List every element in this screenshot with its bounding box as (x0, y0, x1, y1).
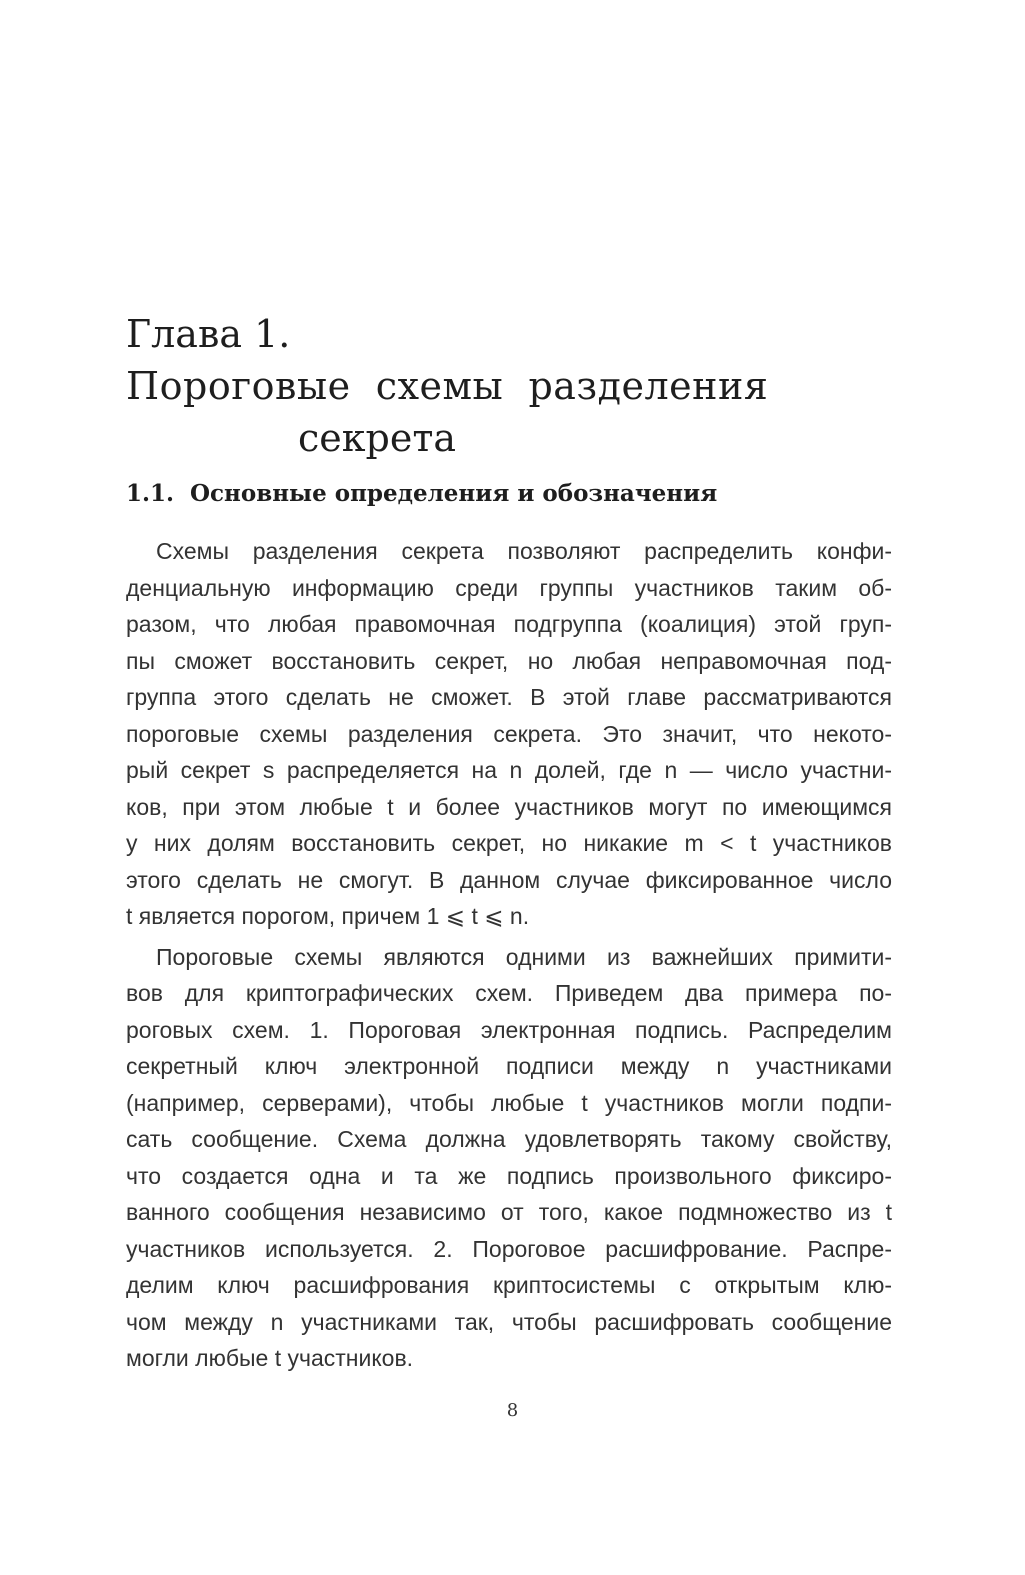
text-line: группа этого сделать не сможет. В этой главе рассматриваются (126, 684, 892, 710)
text-line: ванного сообщения независимо от того, какое подмножество из t (126, 1199, 892, 1225)
paragraph (126, 939, 892, 1377)
section-title: Основные определения и обозначения (190, 480, 718, 507)
text-line: секретный ключ электронной подписи между n участниками (126, 1053, 892, 1079)
text-line: роговых схем. 1. Пороговая электронная подпись. Распределим (126, 1016, 892, 1043)
page-number: 8 (506, 1400, 519, 1421)
paragraph (126, 533, 892, 935)
text-line: ков, при этом любые t и более участников могут по имеющимся (126, 793, 892, 820)
text-line: рый секрет s распределяется на n долей, где n — число участни- (126, 757, 892, 783)
text-line: делим ключ расшифрования криптосистемы с открытым клю- (126, 1272, 892, 1298)
text-line: чом между n участниками так, чтобы расшифровать сообщение (126, 1308, 892, 1335)
text-line: могли любые t участников. (126, 1345, 414, 1371)
chapter-heading (126, 308, 901, 464)
text-line: пороговые схемы разделения секрета. Это значит, что некото- (126, 720, 892, 747)
text-line: Схемы разделения секрета позволяют распределить конфи- (156, 538, 892, 564)
section-heading (126, 478, 717, 510)
text-line: t является порогом, причем 1 ⩽ t ⩽ n. (126, 903, 530, 929)
text-line: Пороговые схемы являются одними из важнейших примити- (156, 943, 892, 970)
chapter-number: Глава 1. (126, 312, 291, 356)
text-line: (например, серверами), чтобы любые t участников могли подпи- (126, 1089, 892, 1116)
text-line: что создается одна и та же подпись произвольного фиксиро- (126, 1162, 892, 1189)
chapter-title-line-1: Пороговые схемы разделения (126, 364, 769, 408)
text-line: этого сделать не смогут. В данном случае фиксированное число (126, 866, 892, 893)
text-line: вов для криптографических схем. Приведем два примера по- (126, 980, 892, 1006)
text-line: пы сможет восстановить секрет, но любая неправомочная под- (126, 647, 892, 674)
text-line: сать сообщение. Схема должна удовлетворять такому свойству, (126, 1126, 892, 1152)
text-line: разом, что любая правомочная подгруппа (коалиция) этой груп- (126, 611, 892, 637)
chapter-title-line-2: секрета (298, 416, 457, 460)
body-text (126, 533, 892, 1377)
text-line: денциальную информацию среди группы участников таким об- (126, 574, 892, 601)
section-number: 1.1. (126, 480, 175, 507)
text-line: у них долям восстановить секрет, но никакие m < t участников (126, 830, 892, 856)
text-line: участников используется. 2. Пороговое расшифрование. Распре- (126, 1235, 892, 1262)
